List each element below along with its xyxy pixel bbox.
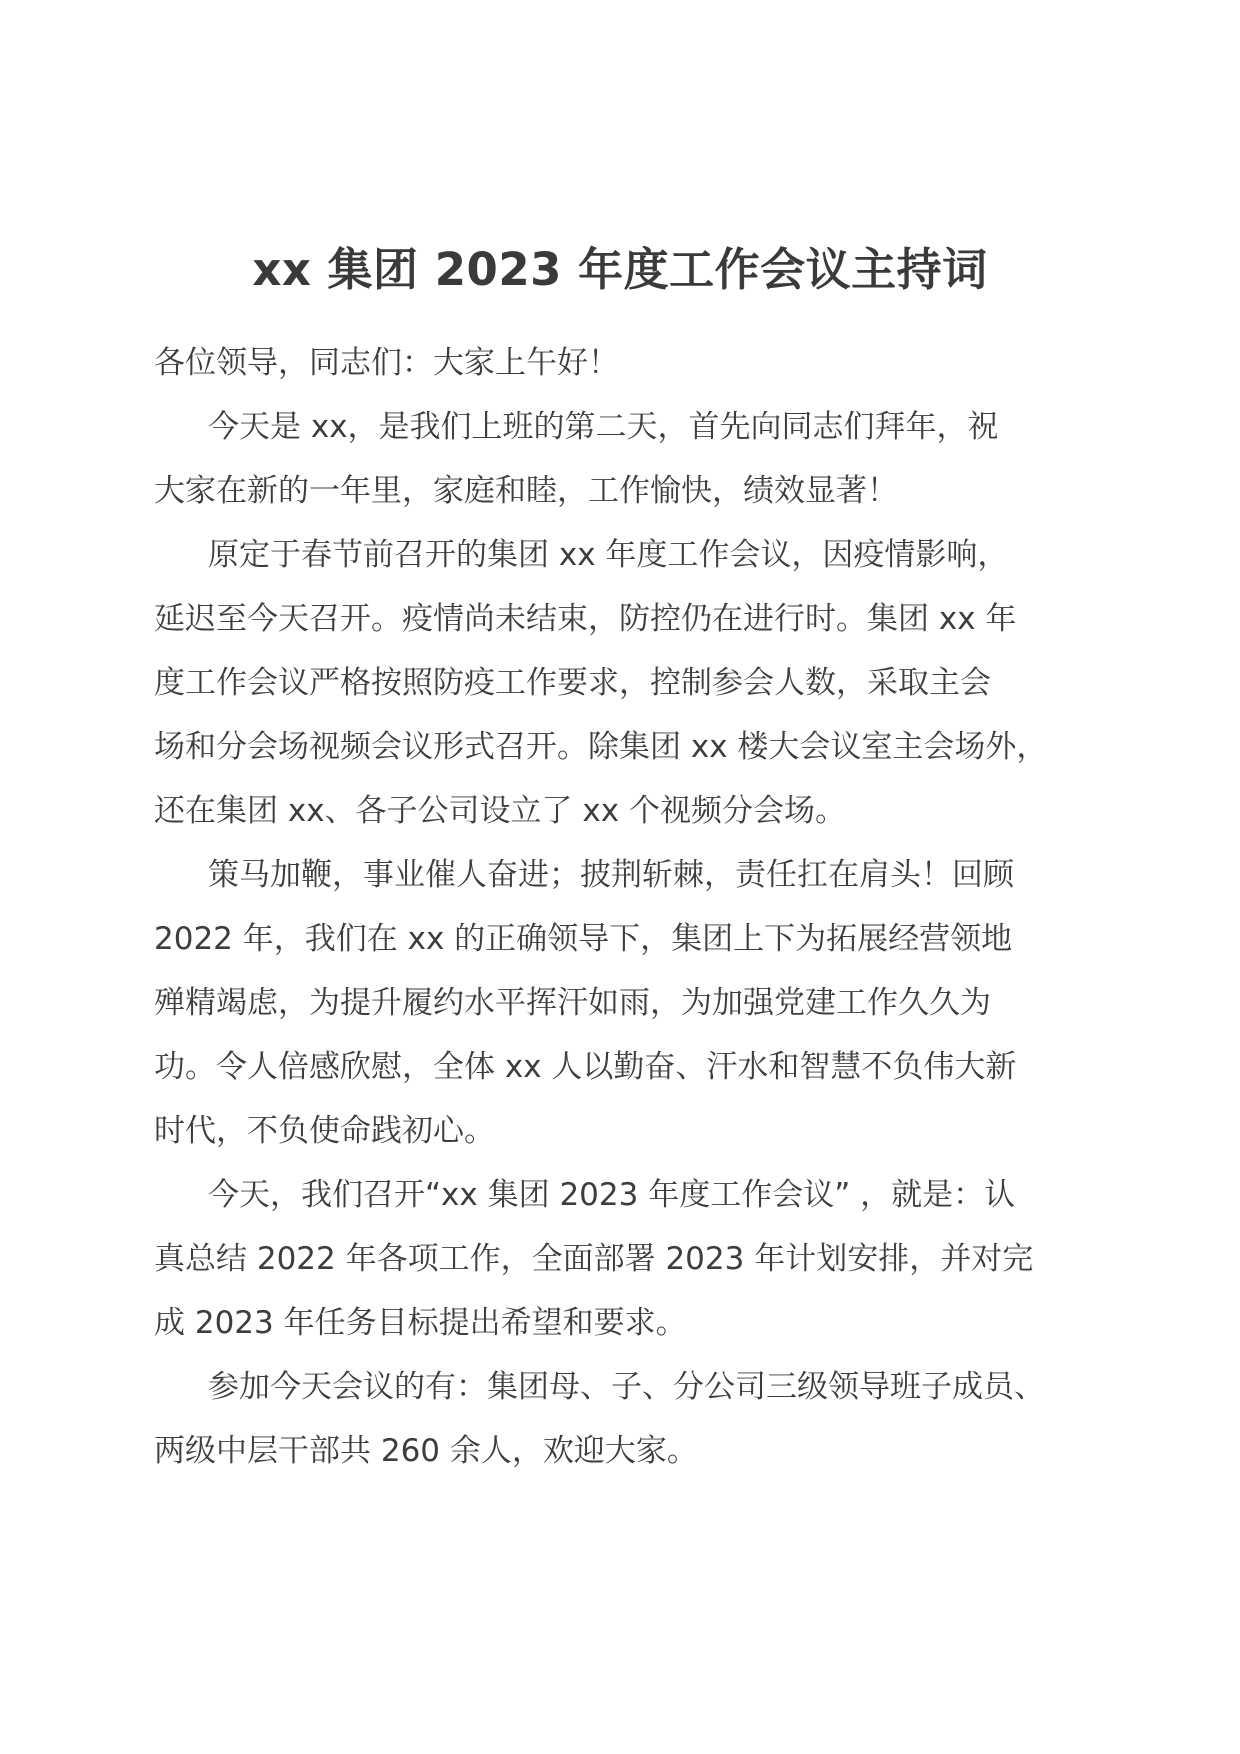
paragraph-3-line-3: 殚精竭虑，为提升履约水平挥汗如雨，为加强党建工作久久为 — [154, 985, 991, 1021]
paragraph-2-line-1: 原定于春节前召开的集团 xx 年度工作会议，因疫情影响， — [208, 537, 1009, 573]
paragraph-4-line-1: 今天，我们召开“xx 集团 2023 年度工作会议” ，就是：认 — [208, 1177, 1016, 1213]
greeting-line: 各位领导，同志们：大家上午好！ — [154, 345, 619, 381]
paragraph-1-line-2: 大家在新的一年里，家庭和睦，工作愉快，绩效显著！ — [154, 473, 898, 509]
paragraph-4-line-3: 成 2023 年任务目标提出希望和要求。 — [154, 1305, 687, 1341]
paragraph-3-line-1: 策马加鞭，事业催人奋进；披荆斩棘，责任扛在肩头！回顾 — [208, 857, 1014, 893]
paragraph-3-line-4: 功。令人倍感欣慰，全体 xx 人以勤奋、汗水和智慧不负伟大新 — [154, 1049, 1017, 1085]
paragraph-2-line-5: 还在集团 xx、各子公司设立了 xx 个视频分会场。 — [154, 793, 846, 829]
paragraph-2-line-4: 场和分会场视频会议形式召开。除集团 xx 楼大会议室主会场外， — [154, 729, 1048, 765]
paragraph-1-line-1: 今天是 xx，是我们上班的第二天，首先向同志们拜年，祝 — [208, 409, 999, 445]
paragraph-2-line-2: 延迟至今天召开。疫情尚未结束，防控仍在进行时。集团 xx 年 — [154, 601, 1017, 637]
paragraph-3-line-2: 2022 年，我们在 xx 的正确领导下，集团上下为拓展经营领地 — [154, 921, 1013, 957]
paragraph-5-line-1: 参加今天会议的有：集团母、子、分公司三级领导班子成员、 — [208, 1369, 1045, 1405]
paragraph-4-line-2: 真总结 2022 年各项工作，全面部署 2023 年计划安排，并对完 — [154, 1241, 1034, 1277]
document-title: xx 集团 2023 年度工作会议主持词 — [252, 243, 988, 296]
paragraph-3-line-5: 时代，不负使命践初心。 — [154, 1113, 495, 1149]
paragraph-2-line-3: 度工作会议严格按照防疫工作要求，控制参会人数，采取主会 — [154, 665, 991, 701]
paragraph-5-line-2: 两级中层干部共 260 余人，欢迎大家。 — [154, 1433, 698, 1469]
